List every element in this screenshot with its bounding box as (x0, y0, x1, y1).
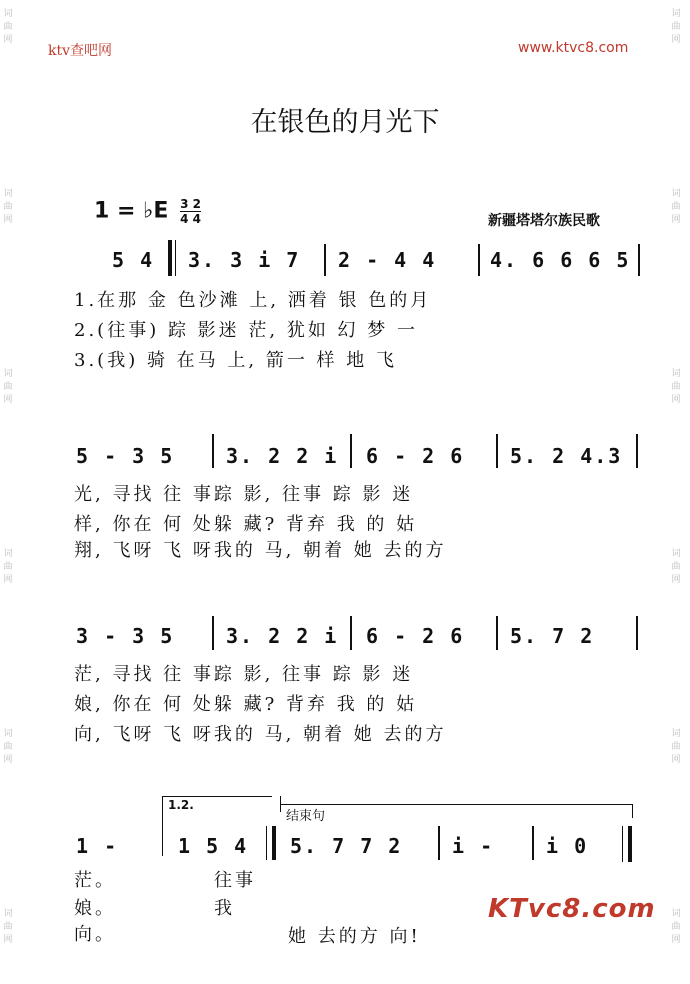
key-text: 1 = ♭E (94, 198, 169, 224)
watermark-text: 词曲网 (671, 9, 681, 45)
measure-notes: 2 - 4 4 (338, 248, 437, 272)
final-thin-bar (622, 826, 623, 862)
bar-line (532, 826, 534, 860)
watermark-text: 词曲网 (3, 549, 13, 585)
measure-notes: 6 - 2 6 (366, 624, 465, 648)
final-thick-bar (628, 826, 632, 862)
bar-line (496, 616, 498, 650)
measure-notes: 5. 2 4.3 (510, 444, 623, 468)
repeat-start-bar (168, 240, 172, 276)
measure-notes: 3. 3 i 7 (188, 248, 301, 272)
ending-lyric: 她 去的方 向! (288, 926, 421, 947)
ending-label: 结束句 (286, 809, 326, 824)
meter-top: 3 2 (180, 197, 202, 211)
measure-notes: 5. 7 7 2 (290, 834, 403, 858)
repeat-end-thin-bar (266, 826, 267, 860)
site-logo: KTvc8.com (488, 894, 656, 924)
bar-line (212, 434, 214, 468)
measure-notes: 1 - (76, 834, 119, 858)
key-signature (94, 198, 201, 225)
measure-notes: 5. 7 2 (510, 624, 595, 648)
repeat-thin-bar (175, 240, 176, 276)
repeat-end-bar (272, 826, 276, 860)
watermark-text: 词曲网 (3, 369, 13, 405)
lyric-line-1: 光, 寻找 往 事踪 影, 往事 踪 影 迷 (74, 484, 414, 505)
volta-label: 1.2. (168, 798, 194, 812)
lyric-line-3: 向, 飞呀 飞 呀我的 马, 朝着 她 去的方 (74, 724, 447, 745)
bar-line (324, 244, 326, 276)
site-url-right: www.ktvc8.com (518, 40, 629, 56)
lyric-line-1: 1.在那 金 色沙滩 上, 洒着 银 色的月 (74, 290, 432, 311)
measure-notes: 3. 2 2 i (226, 444, 339, 468)
measure-notes: 3 - 3 5 (76, 624, 175, 648)
watermark-text: 词曲网 (671, 549, 681, 585)
watermark-text: 词曲网 (3, 189, 13, 225)
volta-bracket-left (162, 796, 163, 856)
measure-notes: i - (452, 834, 495, 858)
watermark-text: 词曲网 (3, 9, 13, 45)
lyric-line-3: 3.(我) 骑 在马 上, 箭一 样 地 飞 (74, 350, 397, 371)
watermark-text: 词曲网 (671, 729, 681, 765)
watermark-text: 词曲网 (3, 909, 13, 945)
watermark-text: 词曲网 (3, 729, 13, 765)
watermark-text: 词曲网 (671, 909, 681, 945)
watermark-text: 词曲网 (671, 189, 681, 225)
bar-line (438, 826, 440, 860)
pickup-lyric-2: 我 (214, 898, 235, 919)
ending-bracket-right (632, 804, 633, 818)
lyric-line-1: 茫, 寻找 往 事踪 影, 往事 踪 影 迷 (74, 664, 414, 685)
bar-line (638, 244, 640, 276)
bar-line (212, 616, 214, 650)
bar-line (496, 434, 498, 468)
ending-bracket-top (280, 804, 632, 805)
attribution: 新疆塔塔尔族民歌 (488, 213, 600, 229)
lyric-line-2: 样, 你在 何 处躲 藏? 背弃 我 的 姑 (74, 514, 418, 535)
measure-notes: 4. 6 6 6 5 (490, 248, 631, 272)
pickup-lyric-1: 往事 (214, 870, 256, 891)
watermark-text: 词曲网 (671, 369, 681, 405)
site-name-left: ktv查吧网 (48, 43, 113, 59)
lyric-line-2: 娘, 你在 何 处躲 藏? 背弃 我 的 姑 (74, 694, 418, 715)
bar-line (636, 616, 638, 650)
volta-bracket-top (162, 796, 272, 797)
lyric-line-3: 翔, 飞呀 飞 呀我的 马, 朝着 她 去的方 (74, 540, 447, 561)
measure-notes: 3. 2 2 i (226, 624, 339, 648)
bar-line (636, 434, 638, 468)
measure-notes: 5 - 3 5 (76, 444, 175, 468)
lyric-line-2: 娘。 (74, 898, 116, 919)
bar-line (350, 434, 352, 468)
bar-line (478, 244, 480, 276)
right-watermark-strip (668, 0, 684, 984)
lyric-line-2: 2.(往事) 踪 影迷 茫, 犹如 幻 梦 一 (74, 320, 418, 341)
bar-line (350, 616, 352, 650)
time-signature (180, 198, 201, 225)
pickup-notes: 5 4 (112, 248, 155, 272)
song-title: 在银色的月光下 (250, 107, 440, 138)
meter-bottom: 4 4 (180, 212, 202, 226)
measure-notes: 6 - 2 6 (366, 444, 465, 468)
measure-notes: 1 5 4 (178, 834, 249, 858)
measure-notes: i 0 (546, 834, 589, 858)
lyric-line-3: 向。 (74, 924, 116, 945)
lyric-line-1: 茫。 (74, 870, 116, 891)
left-watermark-strip (0, 0, 16, 984)
